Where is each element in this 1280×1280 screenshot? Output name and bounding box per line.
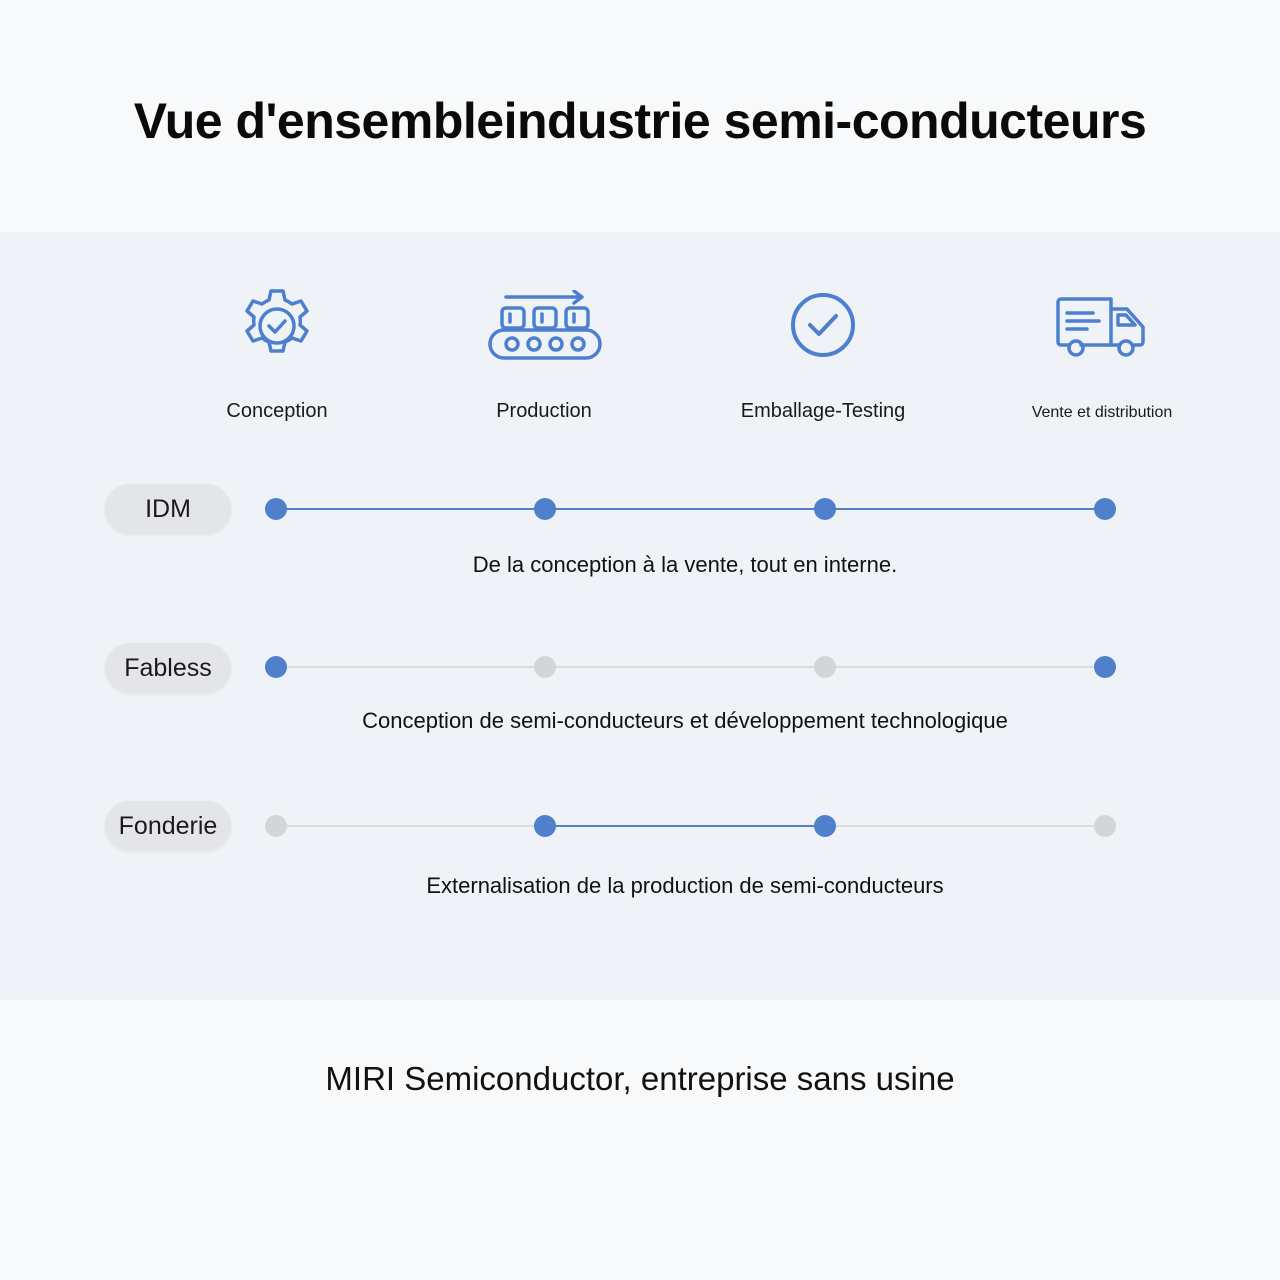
stage-node [534,498,556,520]
stage-node [265,498,287,520]
stage-label-production: Production [496,400,592,422]
model-pill-fabless: Fabless [105,643,231,693]
stage-node [265,815,287,837]
model-description-idm: De la conception à la vente, tout en interne. [472,552,898,577]
stage-node [814,498,836,520]
stage-label-conception: Conception [226,400,328,422]
stage-node [1094,498,1116,520]
stage-node [1094,656,1116,678]
stage-node [814,656,836,678]
stage-label-vente-distribution: Vente et distribution [1031,404,1173,421]
model-description-fonderie: Externalisation de la production de semi-conducteurs [426,873,944,898]
model-pill-idm: IDM [105,484,231,534]
stage-node [534,815,556,837]
model-description-fabless: Conception de semi-conducteurs et développement technologique [362,708,1008,733]
footer-caption: MIRI Semiconductor, entreprise sans usine [325,1060,955,1097]
stage-node [1094,815,1116,837]
model-pill-fonderie: Fonderie [105,801,231,851]
stage-node [814,815,836,837]
stage-label-emballage-testing: Emballage-Testing [740,400,906,422]
stage-node [534,656,556,678]
stage-node [265,656,287,678]
page-title: Vue d'ensembleindustrie semi-conducteurs [133,93,1147,149]
